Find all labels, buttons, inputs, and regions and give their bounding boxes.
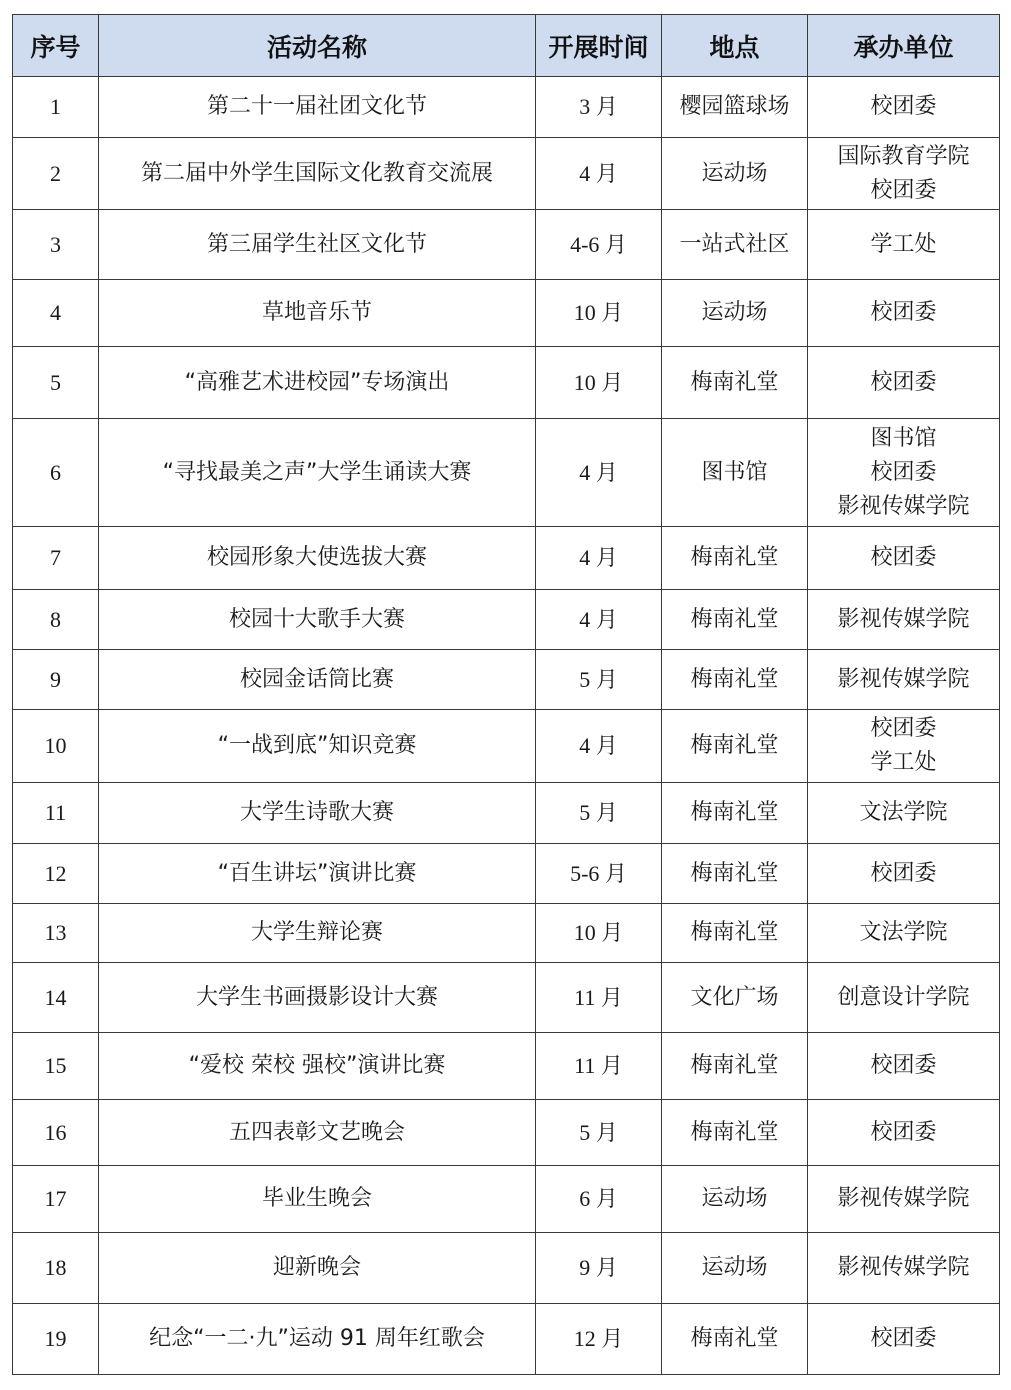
- table-row: [13, 419, 1000, 527]
- cell-activity-name: 校园金话筒比赛: [99, 650, 536, 710]
- cell-activity-name: “一战到底”知识竞赛: [99, 710, 536, 783]
- cell-time: 4 月: [536, 590, 662, 650]
- cell-index: 11: [13, 783, 99, 844]
- table-header: [13, 15, 1000, 77]
- table-row: [13, 710, 1000, 783]
- header-index: 序号: [13, 15, 99, 77]
- cell-time: 4 月: [536, 527, 662, 590]
- cell-activity-name: 第三届学生社区文化节: [99, 210, 536, 280]
- header-location: 地点: [662, 15, 808, 77]
- cell-activity-name: “爱校 荣校 强校”演讲比赛: [99, 1033, 536, 1100]
- cell-activity-name: 迎新晚会: [99, 1233, 536, 1304]
- cell-index: 18: [13, 1233, 99, 1304]
- cell-location: 运动场: [662, 1233, 808, 1304]
- cell-location: 梅南礼堂: [662, 710, 808, 783]
- cell-location: 梅南礼堂: [662, 527, 808, 590]
- cell-index: 9: [13, 650, 99, 710]
- cell-location: 梅南礼堂: [662, 590, 808, 650]
- organizer-name: 校团委: [870, 1326, 937, 1351]
- cell-index: 19: [13, 1304, 99, 1375]
- organizer-name: 创意设计学院: [837, 984, 970, 1010]
- cell-location: 梅南礼堂: [662, 1033, 808, 1100]
- table-row: [13, 1100, 1000, 1166]
- cell-index: 16: [13, 1100, 99, 1166]
- cell-location: 运动场: [662, 138, 808, 210]
- cell-location: 梅南礼堂: [662, 650, 808, 710]
- cell-activity-name: 校园十大歌手大赛: [99, 590, 536, 650]
- cell-index: 7: [13, 527, 99, 590]
- cell-time: 4 月: [536, 419, 662, 527]
- cell-location: 梅南礼堂: [662, 1304, 808, 1375]
- cell-time: 4-6 月: [536, 210, 662, 280]
- cell-organizer: [808, 963, 1000, 1033]
- organizer-name: 校团委: [870, 1053, 937, 1078]
- cell-location: 梅南礼堂: [662, 347, 808, 419]
- cell-organizer: [808, 138, 1000, 210]
- header-name: 活动名称: [99, 15, 536, 77]
- cell-time: 5 月: [536, 1100, 662, 1166]
- cell-activity-name: 五四表彰文艺晚会: [99, 1100, 536, 1166]
- cell-index: 6: [13, 419, 99, 527]
- cell-location: 梅南礼堂: [662, 1100, 808, 1166]
- cell-activity-name: “高雅艺术进校园”专场演出: [99, 347, 536, 419]
- table-row: [13, 650, 1000, 710]
- cell-organizer: [808, 844, 1000, 904]
- organizer-name: 学工处: [870, 231, 937, 257]
- table-row: [13, 1304, 1000, 1375]
- cell-index: 12: [13, 844, 99, 904]
- table-row: [13, 963, 1000, 1033]
- cell-organizer: [808, 650, 1000, 710]
- cell-time: 4 月: [536, 710, 662, 783]
- cell-location: 樱园篮球场: [662, 77, 808, 138]
- cell-time: 3 月: [536, 77, 662, 138]
- cell-time: 11 月: [536, 963, 662, 1033]
- cell-organizer: [808, 1166, 1000, 1233]
- cell-location: 一站式社区: [662, 210, 808, 280]
- cell-activity-name: 毕业生晚会: [99, 1166, 536, 1233]
- cell-activity-name: “百生讲坛”演讲比赛: [99, 844, 536, 904]
- cell-index: 17: [13, 1166, 99, 1233]
- cell-index: 1: [13, 77, 99, 138]
- cell-organizer: [808, 419, 1000, 527]
- table-row: [13, 210, 1000, 280]
- cell-index: 2: [13, 138, 99, 210]
- cell-activity-name: 纪念“一二·九”运动 91 周年红歌会: [99, 1304, 536, 1375]
- cell-activity-name: 校园形象大使选拔大赛: [99, 527, 536, 590]
- organizer-name: 校团委: [870, 177, 937, 203]
- cell-index: 10: [13, 710, 99, 783]
- organizer-name: 影视传媒学院: [837, 606, 970, 632]
- organizer-name: 影视传媒学院: [837, 1255, 970, 1280]
- table-row: [13, 1166, 1000, 1233]
- cell-activity-name: 第二届中外学生国际文化教育交流展: [99, 138, 536, 210]
- cell-organizer: [808, 210, 1000, 280]
- organizer-name: 影视传媒学院: [837, 493, 970, 519]
- cell-index: 13: [13, 904, 99, 963]
- organizer-name: 图书馆: [870, 425, 937, 451]
- cell-organizer: [808, 347, 1000, 419]
- cell-time: 10 月: [536, 904, 662, 963]
- organizer-name: 影视传媒学院: [837, 1186, 970, 1211]
- table-row: [13, 844, 1000, 904]
- table-row: [13, 590, 1000, 650]
- table-row: [13, 138, 1000, 210]
- organizer-name: 校团委: [870, 860, 937, 886]
- cell-location: 梅南礼堂: [662, 783, 808, 844]
- cell-time: 4 月: [536, 138, 662, 210]
- cell-index: 3: [13, 210, 99, 280]
- cell-activity-name: 大学生辩论赛: [99, 904, 536, 963]
- cell-location: 图书馆: [662, 419, 808, 527]
- header-organizer: 承办单位: [808, 15, 1000, 77]
- table-body: [13, 77, 1000, 1375]
- organizer-name: 校团委: [870, 545, 937, 570]
- table-row: [13, 904, 1000, 963]
- cell-organizer: [808, 1304, 1000, 1375]
- cell-organizer: [808, 590, 1000, 650]
- table-row: [13, 77, 1000, 138]
- cell-location: 文化广场: [662, 963, 808, 1033]
- table-row: [13, 527, 1000, 590]
- table-row: [13, 783, 1000, 844]
- organizer-name: 校团委: [870, 1119, 937, 1145]
- organizer-name: 文法学院: [859, 800, 948, 825]
- cell-organizer: [808, 1033, 1000, 1100]
- cell-activity-name: 第二十一届社团文化节: [99, 77, 536, 138]
- organizer-name: 国际教育学院: [837, 143, 970, 169]
- cell-organizer: [808, 527, 1000, 590]
- cell-time: 12 月: [536, 1304, 662, 1375]
- organizer-name: 校团委: [870, 300, 937, 325]
- cell-time: 11 月: [536, 1033, 662, 1100]
- organizer-name: 校团委: [870, 94, 937, 119]
- cell-time: 5 月: [536, 650, 662, 710]
- cell-organizer: [808, 904, 1000, 963]
- cell-time: 9 月: [536, 1233, 662, 1304]
- header-row: [13, 15, 1000, 77]
- organizer-name: 校团委: [870, 369, 937, 395]
- organizer-name: 校团委: [870, 716, 937, 741]
- table-row: [13, 1233, 1000, 1304]
- cell-organizer: [808, 1233, 1000, 1304]
- cell-index: 5: [13, 347, 99, 419]
- cell-activity-name: “寻找最美之声”大学生诵读大赛: [99, 419, 536, 527]
- cell-time: 10 月: [536, 347, 662, 419]
- table-row: [13, 1033, 1000, 1100]
- cell-time: 5 月: [536, 783, 662, 844]
- cell-organizer: [808, 77, 1000, 138]
- cell-time: 10 月: [536, 280, 662, 347]
- table-row: [13, 347, 1000, 419]
- cell-activity-name: 草地音乐节: [99, 280, 536, 347]
- cell-location: 梅南礼堂: [662, 844, 808, 904]
- activity-table: [12, 14, 1000, 1375]
- cell-time: 6 月: [536, 1166, 662, 1233]
- cell-organizer: [808, 783, 1000, 844]
- cell-location: 梅南礼堂: [662, 904, 808, 963]
- cell-index: 14: [13, 963, 99, 1033]
- organizer-name: 影视传媒学院: [837, 666, 970, 692]
- organizer-name: 校团委: [870, 459, 937, 485]
- cell-organizer: [808, 280, 1000, 347]
- organizer-name: 文法学院: [859, 920, 948, 945]
- cell-location: 运动场: [662, 280, 808, 347]
- cell-index: 4: [13, 280, 99, 347]
- header-time: 开展时间: [536, 15, 662, 77]
- cell-location: 运动场: [662, 1166, 808, 1233]
- organizer-name: 学工处: [870, 750, 937, 775]
- table-row: [13, 280, 1000, 347]
- cell-index: 8: [13, 590, 99, 650]
- cell-activity-name: 大学生书画摄影设计大赛: [99, 963, 536, 1033]
- cell-time: 5-6 月: [536, 844, 662, 904]
- cell-organizer: [808, 1100, 1000, 1166]
- cell-activity-name: 大学生诗歌大赛: [99, 783, 536, 844]
- cell-organizer: [808, 710, 1000, 783]
- cell-index: 15: [13, 1033, 99, 1100]
